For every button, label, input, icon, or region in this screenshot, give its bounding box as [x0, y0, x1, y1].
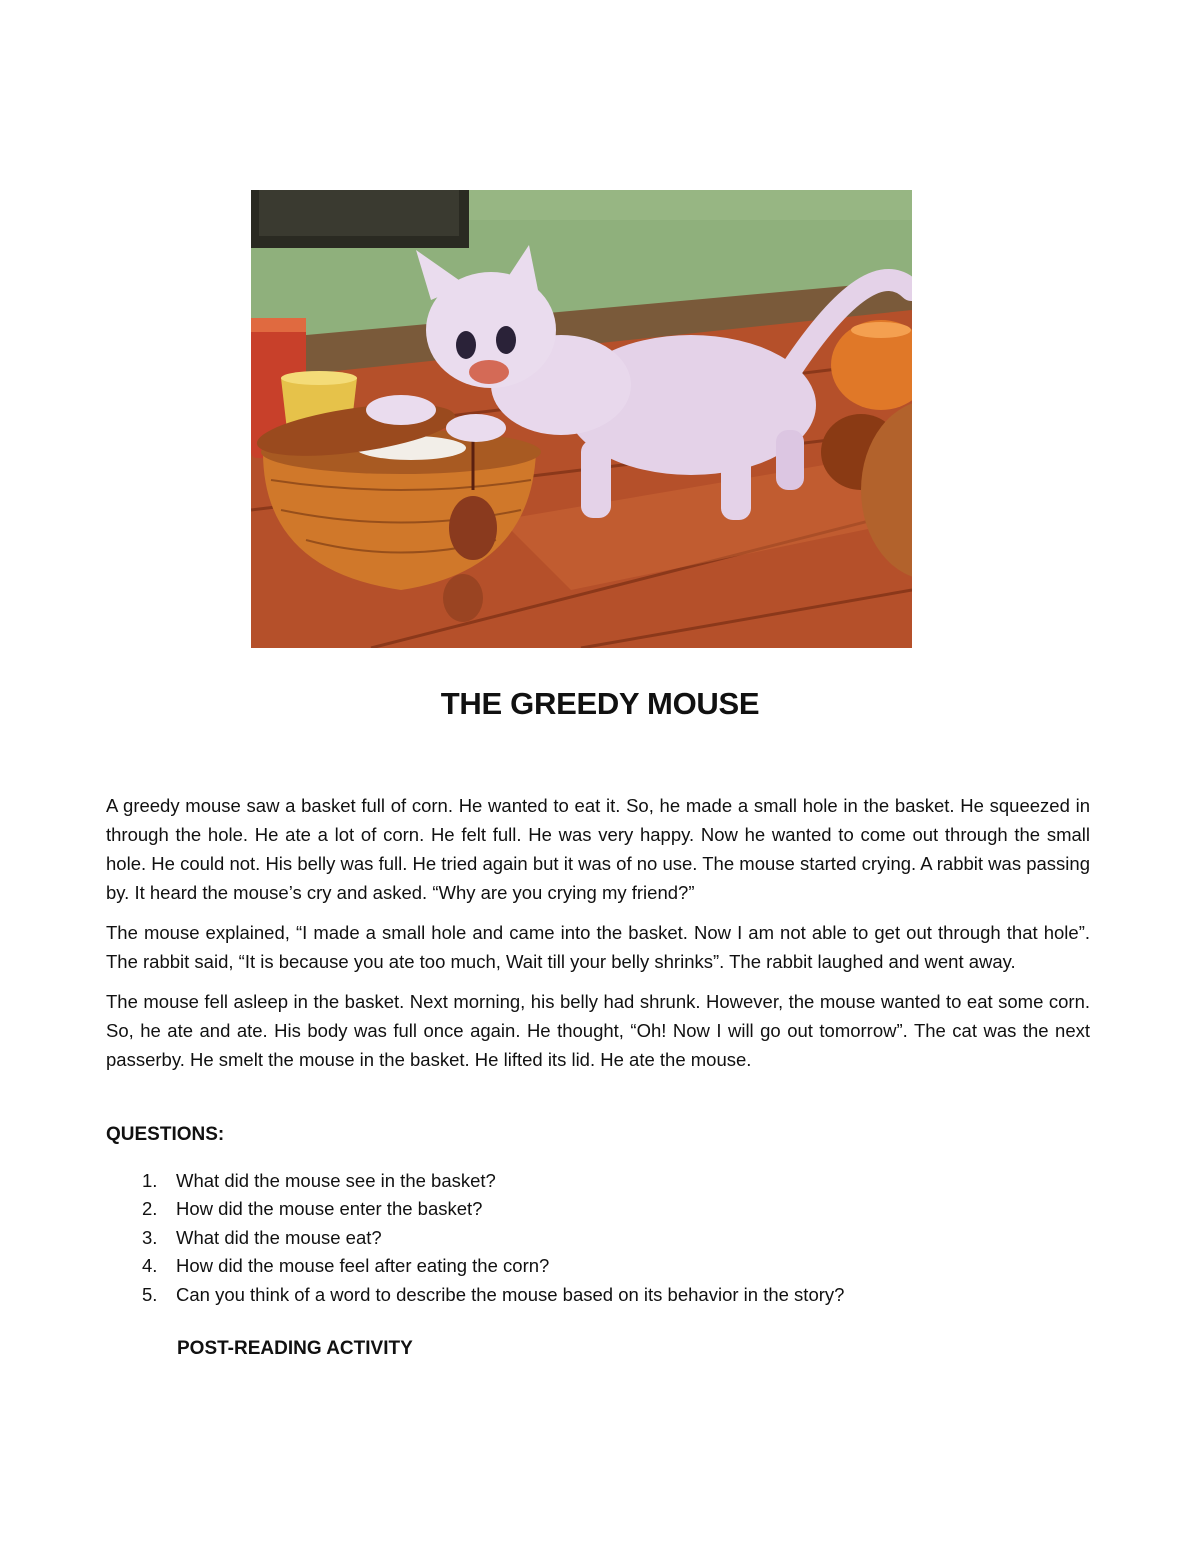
questions-list	[106, 1167, 1090, 1309]
question-item	[106, 1281, 1090, 1309]
story-text	[106, 791, 1090, 1085]
question-item	[106, 1195, 1090, 1223]
question-number: 4.	[142, 1255, 158, 1277]
questions-heading: QUESTIONS:	[106, 1124, 225, 1145]
story-paragraph: The mouse fell asleep in the basket. Next morning, his belly had shrunk. However, the mouse wanted to eat some corn. So, he ate and ate. His body was full once again. He thought, “Oh! Now I will go out tomorrow”. The cat was the next passerby. He smelt the mouse in the basket. He lifted its lid. He ate the mouse.	[106, 991, 1090, 1070]
question-number: 3.	[142, 1226, 158, 1248]
question-item	[106, 1167, 1090, 1195]
story-paragraph: The mouse explained, “I made a small hole and came into the basket. Now I am not able to get out through that hole”. The rabbit said, “It is because you ate too much, Wait till your belly shrinks”. The rabbit laughed and went away.	[106, 922, 1090, 972]
question-text: Can you think of a word to describe the mouse based on its behavior in the story?	[176, 1283, 845, 1305]
question-item	[106, 1224, 1090, 1252]
question-number: 1.	[142, 1170, 158, 1191]
question-text: How did the mouse enter the basket?	[176, 1198, 483, 1220]
story-paragraph: A greedy mouse saw a basket full of corn. He wanted to eat it. So, he made a small hole in the basket. He squeezed in through the hole. He ate a lot of corn. He felt full. He was very happy. Now he wanted to come out through the small hole. He could not. His belly was full. He tried again but it was of no use. The mouse started crying. A rabbit was passing by. It heard the mouse’s cry and asked. “Why are you crying my friend?”	[106, 795, 1090, 903]
post-reading-heading: POST-READING ACTIVITY	[177, 1338, 413, 1359]
question-number: 5.	[142, 1283, 158, 1305]
question-text: How did the mouse feel after eating the corn?	[176, 1255, 550, 1277]
question-text: What did the mouse see in the basket?	[176, 1170, 496, 1191]
question-item	[106, 1252, 1090, 1280]
question-number: 2.	[142, 1198, 158, 1220]
cat-and-mouse-basket-illustration	[251, 190, 912, 648]
question-text: What did the mouse eat?	[176, 1226, 382, 1248]
page-title: THE GREEDY MOUSE	[440, 686, 760, 721]
